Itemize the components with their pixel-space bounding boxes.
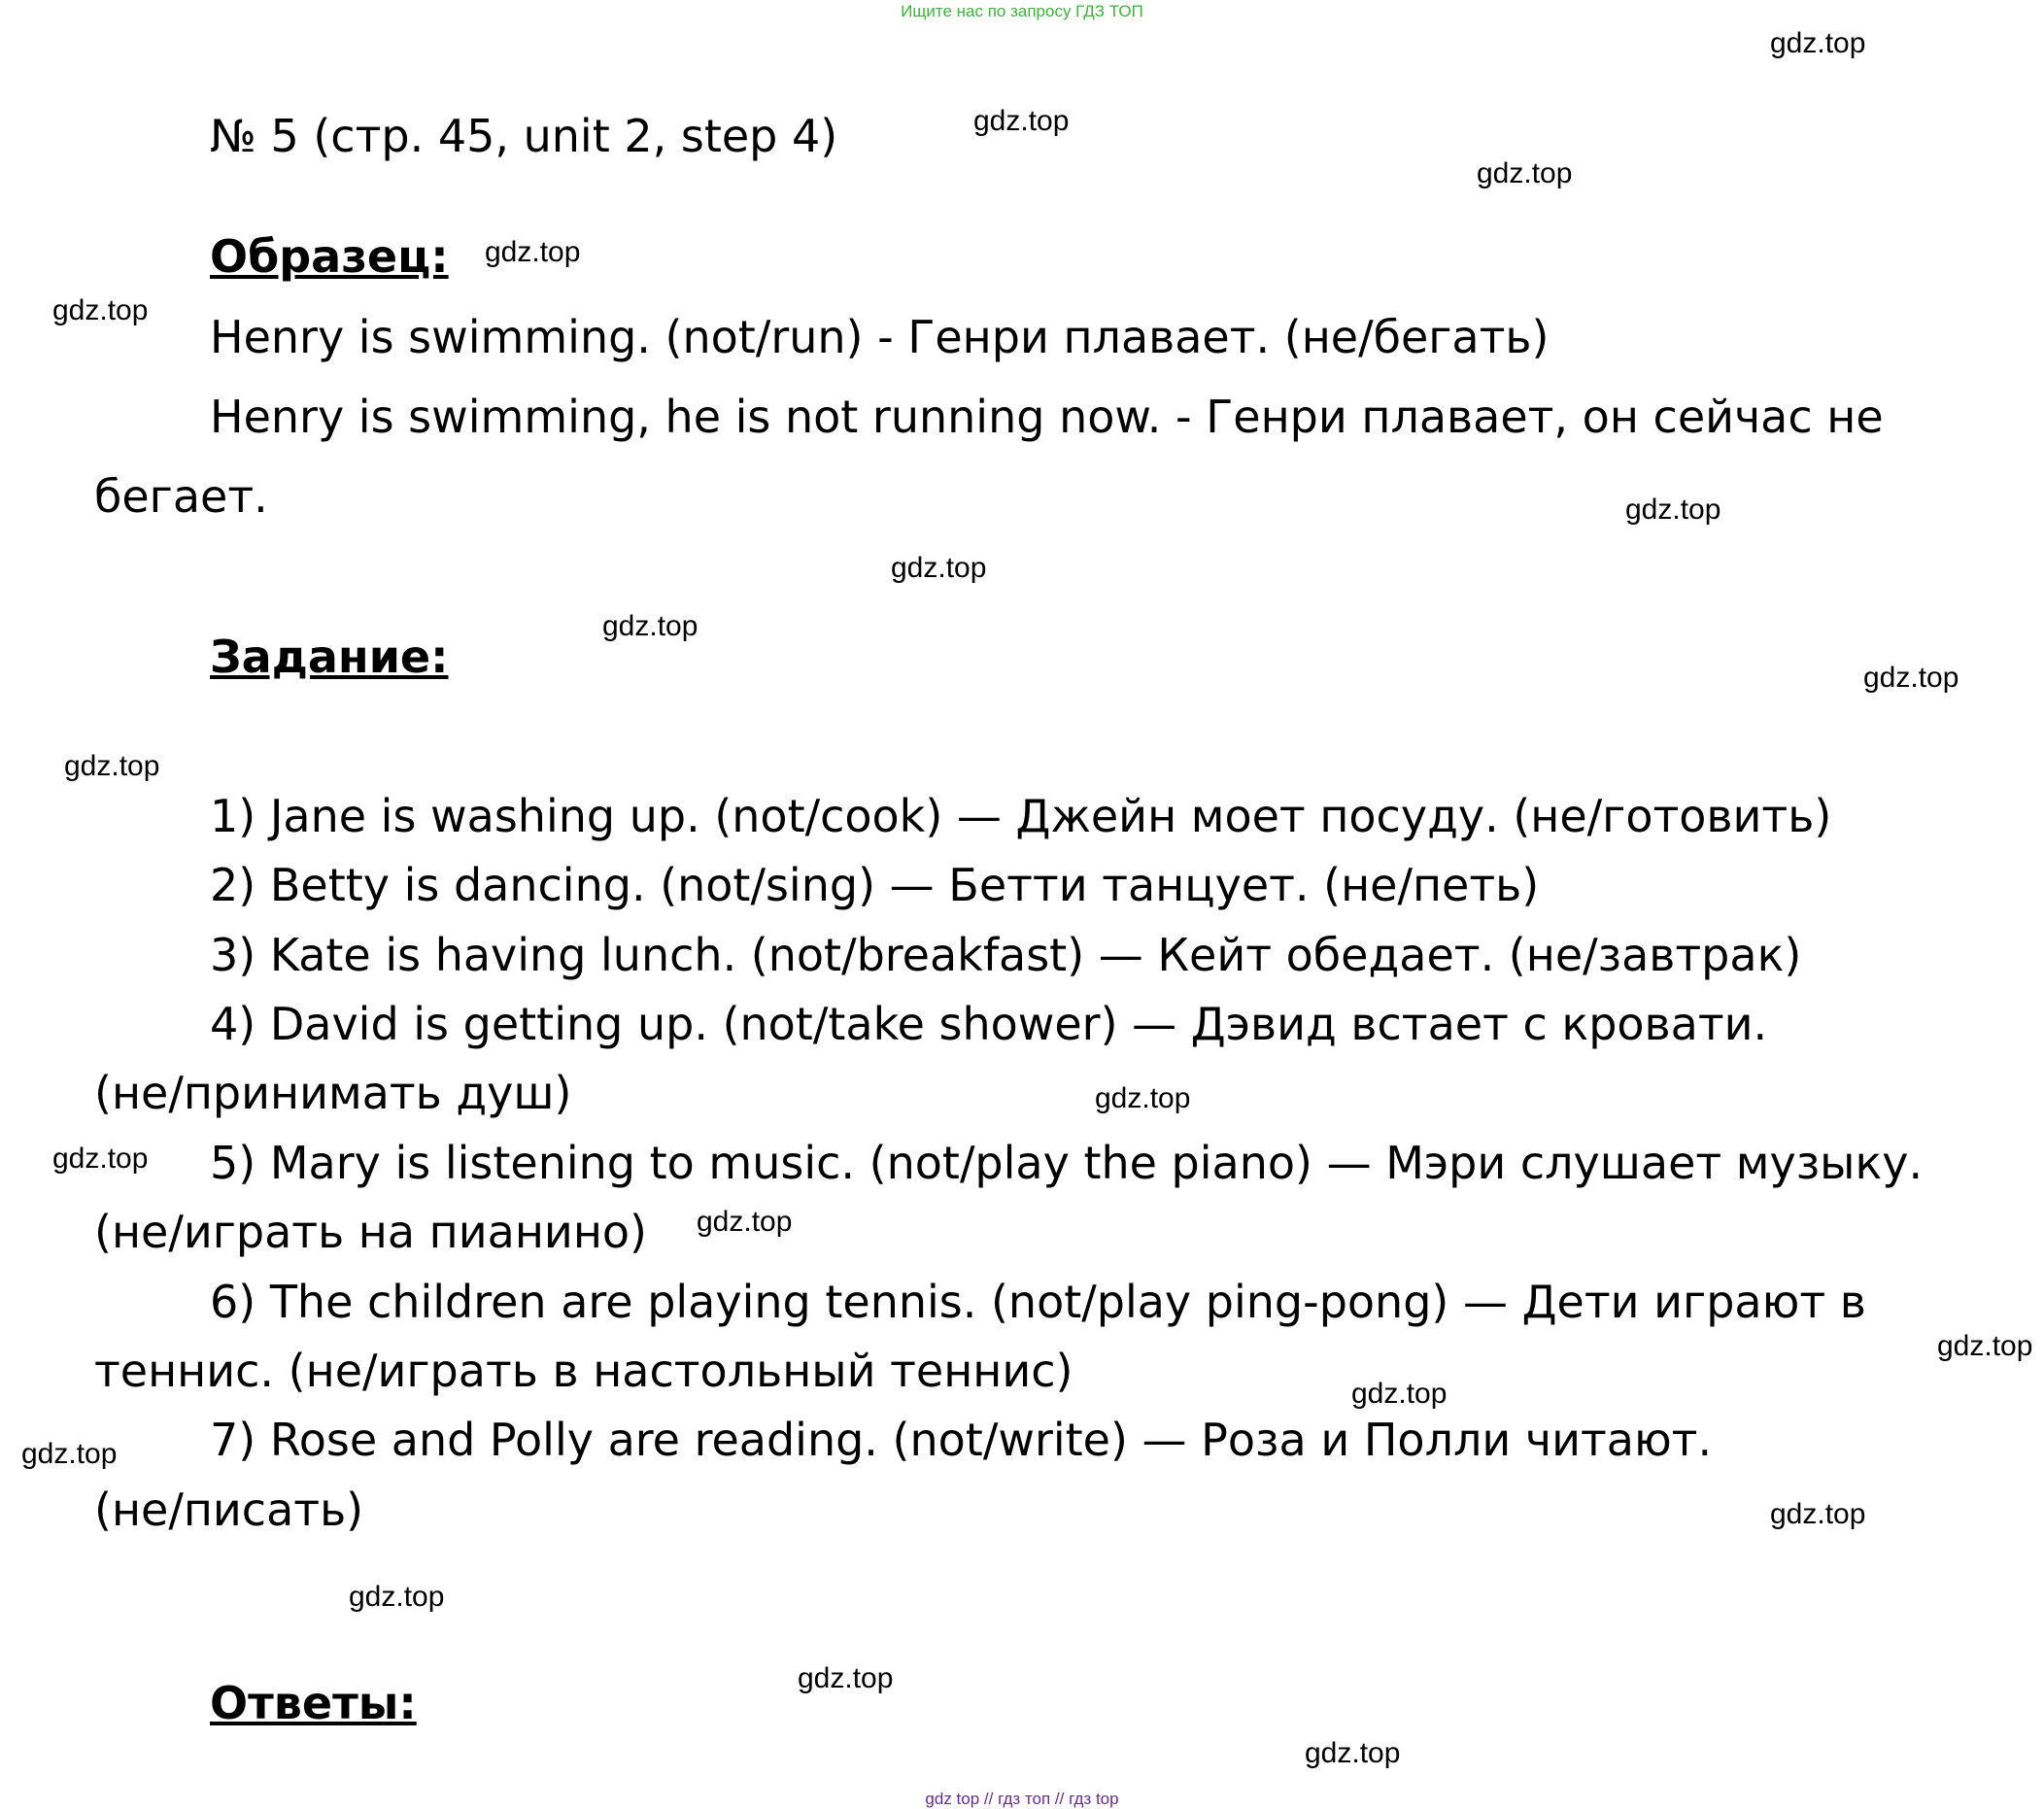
task-item-continuation: (не/играть на пианино) bbox=[94, 1206, 647, 1258]
watermark: gdz.top bbox=[1351, 1378, 1448, 1410]
watermark: gdz.top bbox=[1770, 27, 1866, 59]
task-item: 5) Mary is listening to music. (not/play the piano) — Мэри слушает музыку. bbox=[210, 1137, 1924, 1189]
task-item-continuation: теннис. (не/играть в настольный теннис) bbox=[94, 1345, 1073, 1397]
watermark: gdz.top bbox=[52, 1143, 149, 1175]
task-item: 4) David is getting up. (not/take shower) — Дэвид встает с кровати. bbox=[210, 998, 1768, 1050]
task-item: 1) Jane is washing up. (not/cook) — Джейн моет посуду. (не/готовить) bbox=[210, 790, 1832, 842]
watermark: gdz.top bbox=[1625, 494, 1721, 526]
sample-line: бегает. bbox=[94, 470, 268, 523]
watermark: gdz.top bbox=[1095, 1082, 1191, 1114]
task-item-continuation: (не/принимать душ) bbox=[94, 1067, 572, 1119]
task-item: 3) Kate is having lunch. (not/breakfast) — Кейт обедает. (не/завтрак) bbox=[210, 929, 1802, 981]
task-item: 2) Betty is dancing. (not/sing) — Бетти танцует. (не/петь) bbox=[210, 859, 1540, 911]
task-heading: Задание: bbox=[210, 631, 449, 683]
watermark: gdz.top bbox=[21, 1438, 118, 1470]
watermark: gdz.top bbox=[1937, 1330, 2033, 1362]
watermark: gdz.top bbox=[64, 750, 160, 782]
page-title: № 5 (стр. 45, unit 2, step 4) bbox=[210, 110, 838, 162]
sample-line: Henry is swimming. (not/run) - Генри плавает. (не/бегать) bbox=[210, 311, 1550, 363]
sample-heading: Образец: bbox=[210, 230, 449, 283]
bottom-banner: gdz top // гдз топ // гдз top bbox=[925, 1790, 1119, 1808]
watermark: gdz.top bbox=[1305, 1737, 1401, 1769]
watermark: gdz.top bbox=[697, 1206, 793, 1238]
task-item: 7) Rose and Polly are reading. (not/write) — Роза и Полли читают. bbox=[210, 1414, 1713, 1466]
watermark: gdz.top bbox=[1863, 662, 1959, 694]
watermark: gdz.top bbox=[485, 236, 581, 268]
watermark: gdz.top bbox=[602, 610, 698, 642]
watermark: gdz.top bbox=[1477, 157, 1573, 189]
top-banner: Ищите нас по запросу ГДЗ ТОП bbox=[901, 2, 1143, 20]
task-item-continuation: (не/писать) bbox=[94, 1484, 364, 1536]
sample-line: Henry is swimming, he is not running now. - Генри плавает, он сейчас не bbox=[210, 391, 1884, 443]
watermark: gdz.top bbox=[891, 552, 987, 584]
watermark: gdz.top bbox=[349, 1581, 445, 1613]
task-item: 6) The children are playing tennis. (not/play ping-pong) — Дети играют в bbox=[210, 1276, 1866, 1328]
watermark: gdz.top bbox=[1770, 1498, 1866, 1530]
answers-heading: Ответы: bbox=[210, 1677, 417, 1729]
watermark: gdz.top bbox=[973, 105, 1070, 137]
watermark: gdz.top bbox=[52, 294, 149, 326]
watermark: gdz.top bbox=[798, 1662, 894, 1694]
